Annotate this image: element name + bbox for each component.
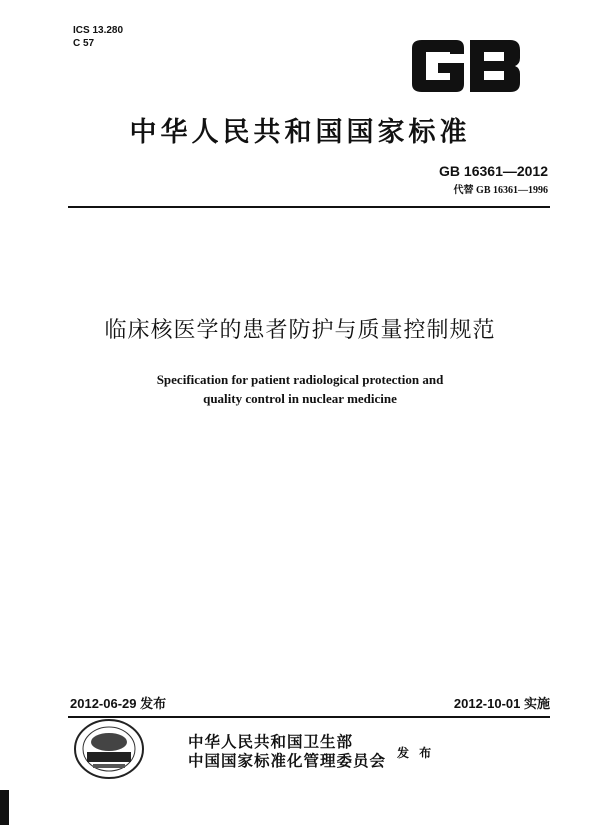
gb-logo-icon <box>406 38 524 94</box>
issuer-ministry: 中华人民共和国卫生部 <box>188 733 354 751</box>
chinese-title: 临床核医学的患者防护与质量控制规范 <box>104 318 496 343</box>
english-title-line2: quality control in nuclear medicine <box>203 391 397 406</box>
issue-date: 2012-06-29 发布 <box>70 696 167 711</box>
replaces-standard: 代替 GB 16361—1996 <box>453 185 548 196</box>
classification-codes <box>73 24 123 50</box>
english-title-line1: Specification for patient radiological protection and <box>156 372 444 387</box>
implementation-date: 2012-10-01 实施 <box>453 696 550 711</box>
national-standard-title: 中华人民共和国国家标准 <box>129 117 471 148</box>
english-title <box>0 370 600 408</box>
publish-label: 发 布 <box>397 746 435 760</box>
official-seal-icon <box>73 718 145 780</box>
ics-code: ICS 13.280 <box>73 25 124 36</box>
scan-edge-mark <box>0 790 9 825</box>
top-divider <box>68 206 550 208</box>
standard-number: GB 16361—2012 <box>439 163 548 179</box>
ccs-code: C 57 <box>73 38 95 49</box>
issuer-sac: 中国国家标准化管理委员会 <box>188 752 387 770</box>
issuing-authorities <box>188 733 386 771</box>
